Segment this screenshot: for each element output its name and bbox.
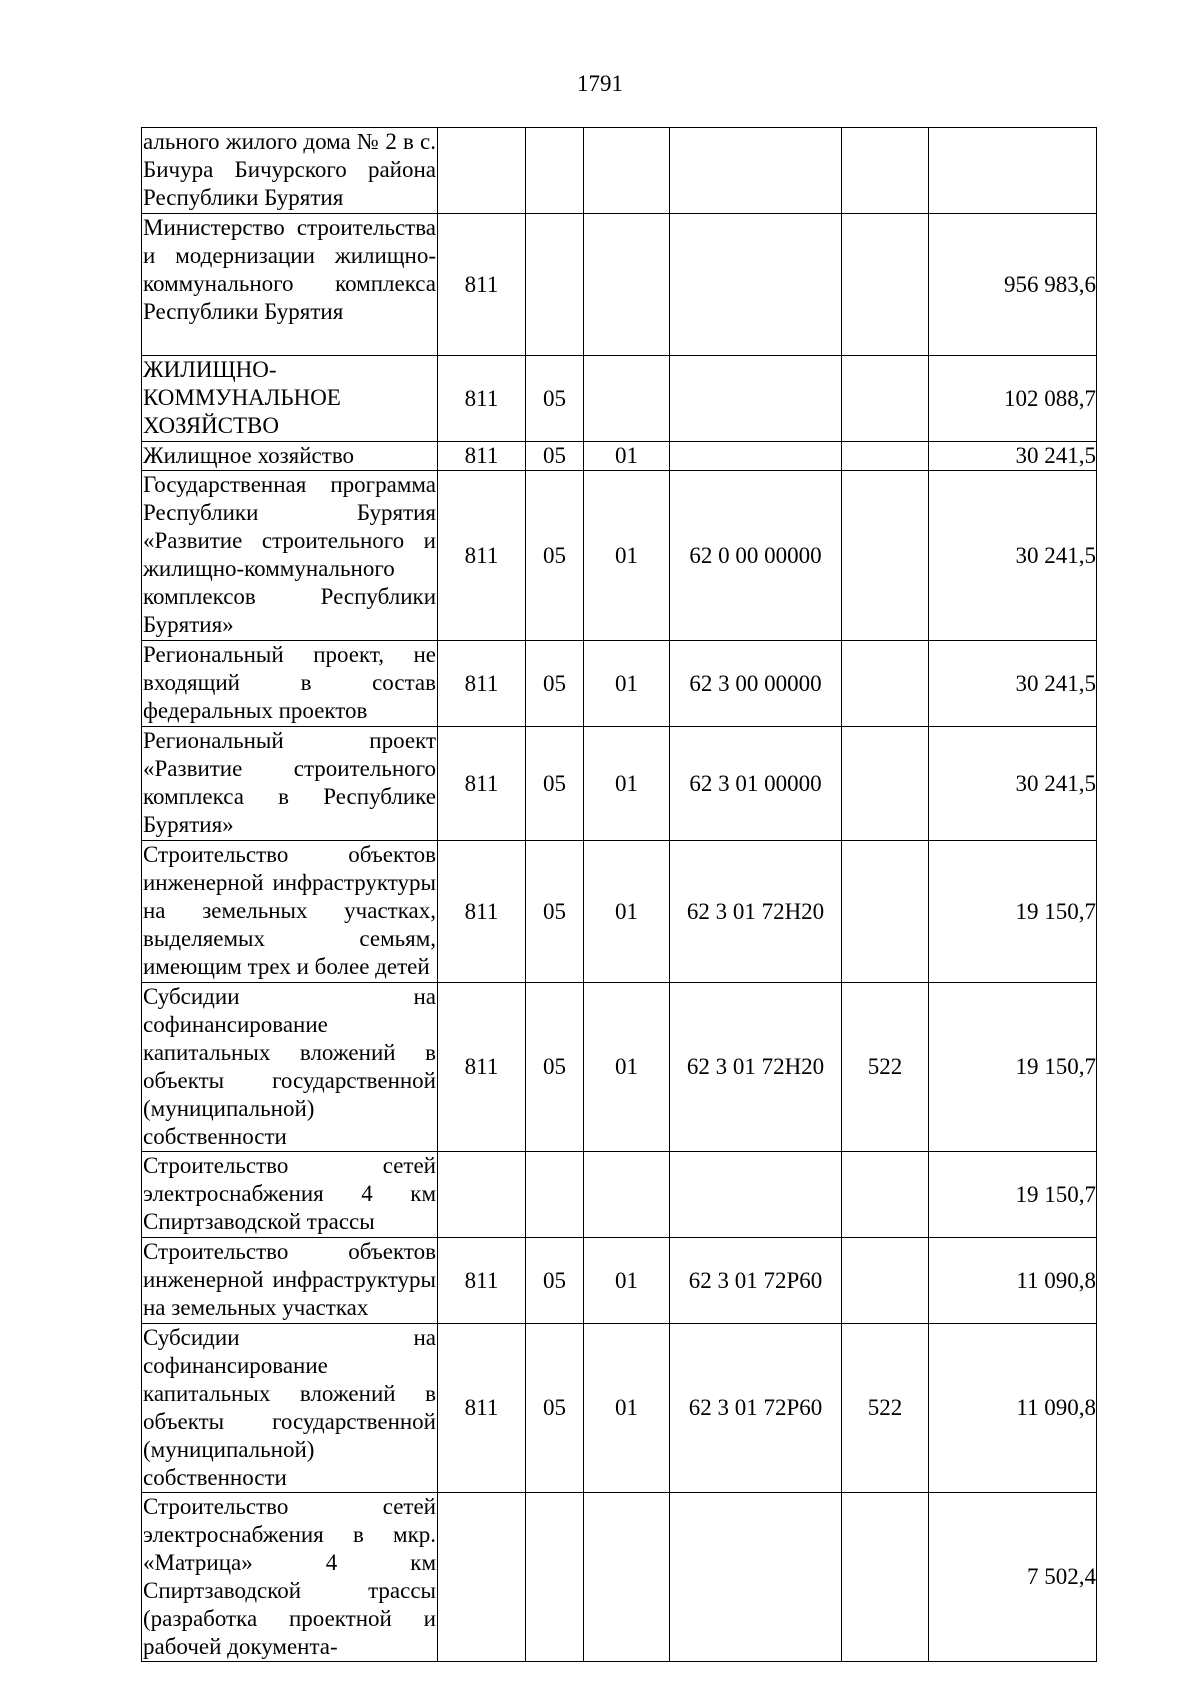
table-row [142, 1238, 1097, 1324]
row-description [142, 356, 438, 442]
row-grbs-code: 811 [438, 727, 526, 841]
row-subsection-code: 01 [584, 471, 670, 641]
row-grbs-code: 811 [438, 442, 526, 471]
row-target-article-code: 62 0 00 00000 [670, 471, 842, 641]
row-subsection-code: 01 [584, 641, 670, 727]
row-description-text: Региональный проект «Развитие строительного комплекса в Республике Бурятия» [143, 728, 436, 837]
row-amount: 11 090,8 [929, 1238, 1097, 1324]
row-grbs-code: 811 [438, 1324, 526, 1493]
row-description [142, 1324, 438, 1493]
row-expense-type-code [842, 356, 929, 442]
table-row [142, 1324, 1097, 1493]
row-expense-type-code [842, 1238, 929, 1324]
row-description-text: Субсидии на софинансирование капитальных вложений в объекты государственной (муниципальной) собственности [143, 984, 436, 1149]
row-section-code: 05 [526, 356, 584, 442]
row-grbs-code: 811 [438, 471, 526, 641]
row-expense-type-code [842, 442, 929, 471]
row-section-code: 05 [526, 983, 584, 1152]
row-expense-type-code [842, 214, 929, 356]
row-amount: 956 983,6 [929, 214, 1097, 356]
row-section-code: 05 [526, 1238, 584, 1324]
row-description-text: ального жилого дома № 2 в с. Бичура Бичурского района Республики Бурятия [143, 129, 436, 210]
row-expense-type-code [842, 471, 929, 641]
row-section-code: 05 [526, 471, 584, 641]
row-target-article-code: 62 3 01 00000 [670, 727, 842, 841]
row-subsection-code: 01 [584, 1238, 670, 1324]
row-subsection-code [584, 356, 670, 442]
table-row [142, 841, 1097, 983]
row-expense-type-code: 522 [842, 1324, 929, 1493]
row-amount: 30 241,5 [929, 442, 1097, 471]
row-section-code [526, 128, 584, 214]
row-amount: 30 241,5 [929, 641, 1097, 727]
row-grbs-code: 811 [438, 1238, 526, 1324]
table-row [142, 983, 1097, 1152]
row-description-text: Региональный проект, не входящий в состав федеральных проектов [143, 642, 436, 723]
row-section-code: 05 [526, 442, 584, 471]
row-description-text: ЖИЛИЩНО-КОММУНАЛЬНОЕ ХОЗЯЙСТВО [143, 357, 341, 438]
row-target-article-code [670, 128, 842, 214]
row-grbs-code: 811 [438, 841, 526, 983]
row-subsection-code: 01 [584, 442, 670, 471]
row-grbs-code: 811 [438, 214, 526, 356]
row-subsection-code [584, 128, 670, 214]
row-description-text: Государственная программа Республики Бурятия «Развитие строительного и жилищно-коммунального комплексов Республики Бурятия» [143, 472, 436, 637]
row-description [142, 841, 438, 983]
row-grbs-code [438, 1493, 526, 1662]
row-target-article-code: 62 3 01 72Н20 [670, 983, 842, 1152]
row-description-text: Строительство объектов инженерной инфраструктуры на земельных участках [143, 1239, 436, 1320]
row-amount: 30 241,5 [929, 727, 1097, 841]
row-target-article-code: 62 3 00 00000 [670, 641, 842, 727]
row-subsection-code: 01 [584, 1324, 670, 1493]
row-description [142, 983, 438, 1152]
row-description [142, 471, 438, 641]
row-description-text: Субсидии на софинансирование капитальных вложений в объекты государственной (муниципальной) собственности [143, 1325, 436, 1490]
row-amount: 19 150,7 [929, 841, 1097, 983]
row-description [142, 1493, 438, 1662]
row-target-article-code [670, 1493, 842, 1662]
page-number: 1791 [577, 71, 623, 96]
row-grbs-code: 811 [438, 641, 526, 727]
table-row [142, 442, 1097, 471]
row-subsection-code [584, 1493, 670, 1662]
row-description [142, 727, 438, 841]
row-amount [929, 128, 1097, 214]
row-grbs-code: 811 [438, 983, 526, 1152]
row-expense-type-code [842, 841, 929, 983]
row-subsection-code: 01 [584, 983, 670, 1152]
row-description [142, 128, 438, 214]
row-description-text: Министерство строительства и модернизации жилищно-коммунального комплекса Республики Бурятия [143, 215, 436, 324]
table-row [142, 1493, 1097, 1662]
budget-table [141, 127, 1097, 1662]
table-row [142, 356, 1097, 442]
row-description [142, 1238, 438, 1324]
row-amount: 102 088,7 [929, 356, 1097, 442]
row-section-code [526, 214, 584, 356]
row-section-code [526, 1493, 584, 1662]
row-target-article-code [670, 442, 842, 471]
row-amount: 19 150,7 [929, 983, 1097, 1152]
table-row [142, 1152, 1097, 1238]
row-subsection-code: 01 [584, 727, 670, 841]
row-section-code: 05 [526, 641, 584, 727]
row-amount: 30 241,5 [929, 471, 1097, 641]
table-row [142, 128, 1097, 214]
row-expense-type-code [842, 641, 929, 727]
row-amount: 11 090,8 [929, 1324, 1097, 1493]
row-grbs-code: 811 [438, 356, 526, 442]
row-description-text: Жилищное хозяйство [143, 443, 355, 468]
row-expense-type-code [842, 727, 929, 841]
row-description-text: Строительство объектов инженерной инфраструктуры на земельных участках, выделяемых семьям, имеющим трех и более детей [143, 842, 436, 979]
row-section-code: 05 [526, 1324, 584, 1493]
row-description [142, 641, 438, 727]
row-target-article-code: 62 3 01 72Н20 [670, 841, 842, 983]
row-expense-type-code [842, 1493, 929, 1662]
table-row [142, 641, 1097, 727]
row-target-article-code: 62 3 01 72Р60 [670, 1324, 842, 1493]
row-description-text: Строительство сетей электроснабжения в мкр. «Матрица» 4 км Спиртзаводской трассы (разработка проектной и рабочей документа- [143, 1494, 436, 1659]
budget-table-body [142, 128, 1097, 1662]
row-amount: 7 502,4 [929, 1493, 1097, 1662]
row-description [142, 214, 438, 356]
row-target-article-code: 62 3 01 72Р60 [670, 1238, 842, 1324]
row-target-article-code [670, 1152, 842, 1238]
row-section-code: 05 [526, 841, 584, 983]
table-row [142, 727, 1097, 841]
row-expense-type-code [842, 128, 929, 214]
row-description-text: Строительство сетей электроснабжения 4 км Спиртзаводской трассы [143, 1153, 436, 1234]
row-amount: 19 150,7 [929, 1152, 1097, 1238]
row-grbs-code [438, 1152, 526, 1238]
row-target-article-code [670, 214, 842, 356]
table-row [142, 471, 1097, 641]
row-section-code [526, 1152, 584, 1238]
row-subsection-code: 01 [584, 841, 670, 983]
row-subsection-code [584, 1152, 670, 1238]
row-description [142, 1152, 438, 1238]
row-subsection-code [584, 214, 670, 356]
row-description [142, 442, 438, 471]
table-row [142, 214, 1097, 356]
row-expense-type-code [842, 1152, 929, 1238]
row-expense-type-code: 522 [842, 983, 929, 1152]
row-section-code: 05 [526, 727, 584, 841]
row-grbs-code [438, 128, 526, 214]
row-target-article-code [670, 356, 842, 442]
